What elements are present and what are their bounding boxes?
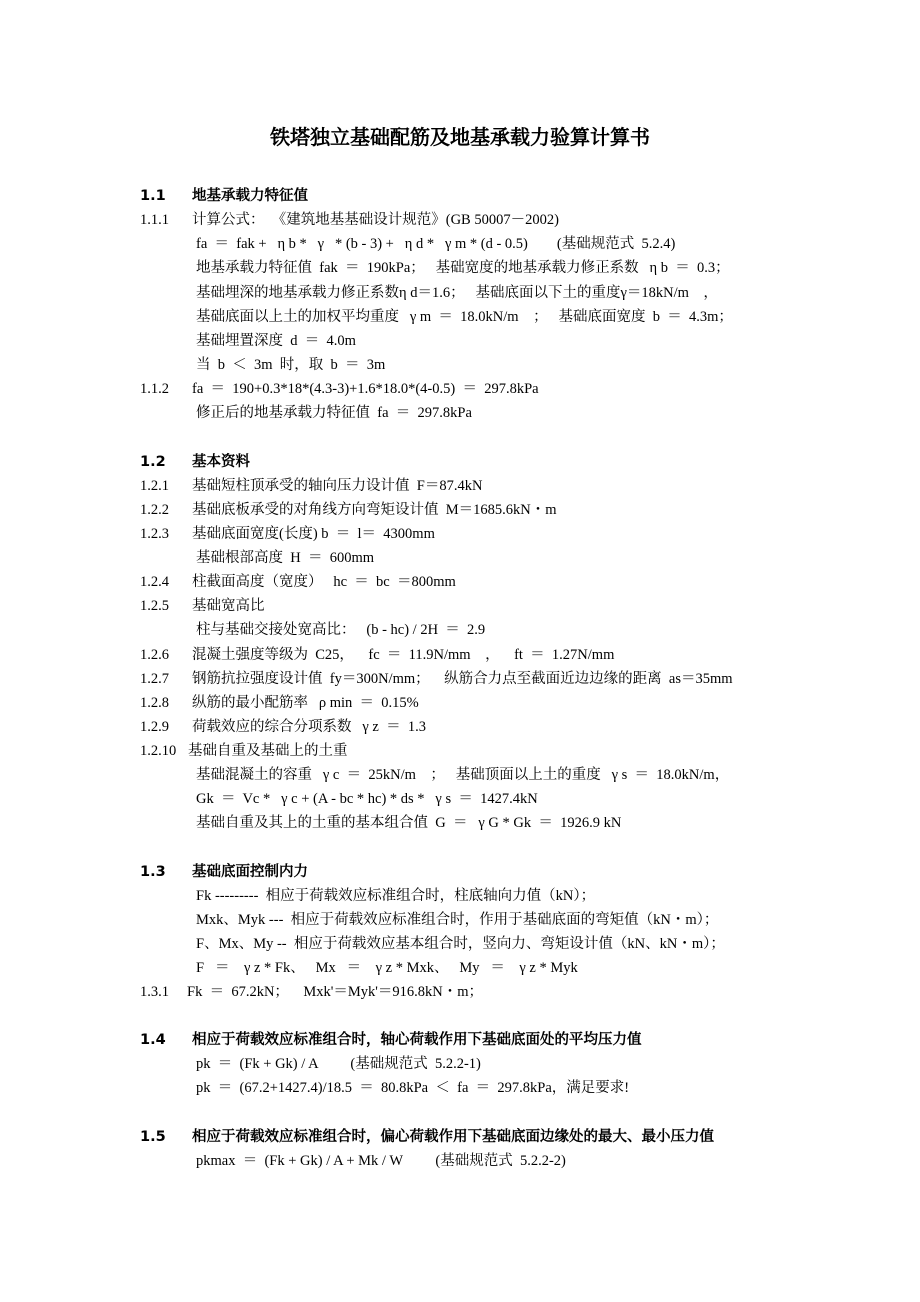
text-line: 基础自重及其上的土重的基本组合值 G ＝ γ G * Gk ＝ 1926.9 kN	[196, 815, 622, 831]
item-1-3-1: 1.3.1 Fk ＝ 67.2kN； Mxk'＝Myk'＝916.8kN・m；	[140, 984, 484, 1000]
section-heading-1-4: 1.4 相应于荷载效应标准组合时，轴心荷载作用下基础底面处的平均压力值	[140, 1032, 642, 1048]
text-line: 柱与基础交接处宽高比： (b - hc) / 2H ＝ 2.9	[196, 622, 486, 638]
item-1-2-7: 1.2.7 钢筋抗拉强度设计值 fy＝300N/mm； 纵筋合力点至截面近边边缘的距离 as＝35mm	[140, 671, 733, 687]
item-1-2-2: 1.2.2 基础底板承受的对角线方向弯矩设计值 M＝1685.6kN・m	[140, 502, 557, 518]
formula-line: pk ＝ (Fk + Gk) / A (基础规范式 5.2.2-1)	[196, 1056, 481, 1072]
section-heading-1-5: 1.5 相应于荷载效应标准组合时，偏心荷载作用下基础底面边缘处的最大、最小压力值	[140, 1129, 714, 1145]
text-line: 基础底面以上土的加权平均重度 γ m ＝ 18.0kN/m ； 基础底面宽度 b ＝ 4.3m；	[196, 309, 733, 325]
text-line: 修正后的地基承载力特征值 fa ＝ 297.8kPa	[196, 405, 472, 421]
item-1-2-1: 1.2.1 基础短柱顶承受的轴向压力设计值 F＝87.4kN	[140, 478, 483, 494]
text-line: 基础混凝土的容重 γ c ＝ 25kN/m ； 基础顶面以上土的重度 γ s ＝ 18.0kN/m，	[196, 767, 730, 783]
formula-line: fa ＝ fak + η b * γ * (b - 3) + η d * γ m * (d - 0.5) (基础规范式 5.2.4)	[196, 236, 676, 252]
section-heading-1-3: 1.3 基础底面控制内力	[140, 864, 308, 880]
text-line: 基础根部高度 H ＝ 600mm	[196, 550, 375, 566]
formula-line: F ＝ γ z * Fk、 Mx ＝ γ z * Mxk、 My ＝ γ z * Myk	[196, 960, 578, 976]
text-line: Fk --------- 相应于荷载效应标准组合时，柱底轴向力值（kN）；	[196, 888, 596, 904]
section-heading-1-1: 1.1 地基承载力特征值	[140, 188, 308, 204]
item-1-2-10: 1.2.10 基础自重及基础上的土重	[140, 743, 348, 759]
item-1-2-9: 1.2.9 荷载效应的综合分项系数 γ z ＝ 1.3	[140, 719, 426, 735]
text-line: 地基承载力特征值 fak ＝ 190kPa； 基础宽度的地基承载力修正系数 η b ＝ 0.3；	[196, 260, 730, 276]
formula-line: pkmax ＝ (Fk + Gk) / A + Mk / W (基础规范式 5.2.2-2)	[196, 1153, 566, 1169]
item-1-2-3: 1.2.3 基础底面宽度(长度) b ＝ l＝ 4300mm	[140, 526, 435, 542]
text-line: 当 b ＜ 3m 时，取 b ＝ 3m	[196, 357, 386, 373]
item-1-1-2: 1.1.2 fa ＝ 190+0.3*18*(4.3-3)+1.6*18.0*(4-0.5) ＝ 297.8kPa	[140, 381, 539, 397]
text-line: Mxk、Myk --- 相应于荷载效应标准组合时，作用于基础底面的弯矩值（kN・m）；	[196, 912, 719, 928]
item-1-2-8: 1.2.8 纵筋的最小配筋率 ρ min ＝ 0.15%	[140, 695, 419, 711]
text-line: 基础埋置深度 d ＝ 4.0m	[196, 333, 356, 349]
formula-line: Gk ＝ Vc * γ c + (A - bc * hc) * ds * γ s ＝ 1427.4kN	[196, 791, 538, 807]
text-line: F、Mx、My -- 相应于荷载效应基本组合时，竖向力、弯矩设计值（kN、kN・m）；	[196, 936, 725, 952]
item-1-2-5: 1.2.5 基础宽高比	[140, 598, 265, 614]
section-heading-1-2: 1.2 基本资料	[140, 454, 250, 470]
text-line: pk ＝ (67.2+1427.4)/18.5 ＝ 80.8kPa ＜ fa ＝ 297.8kPa，满足要求!	[196, 1080, 630, 1096]
document-title: 铁塔独立基础配筋及地基承载力验算计算书	[270, 125, 650, 149]
text-line: 基础埋深的地基承载力修正系数η d＝1.6； 基础底面以下土的重度γ＝18kN/m ，	[196, 285, 718, 301]
item-1-2-6: 1.2.6 混凝土强度等级为 C25， fc ＝ 11.9N/mm ， ft ＝ 1.27N/mm	[140, 647, 615, 663]
item-1-2-4: 1.2.4 柱截面高度（宽度） hc ＝ bc ＝800mm	[140, 574, 456, 590]
item-1-1-1: 1.1.1 计算公式： 《建筑地基基础设计规范》(GB 50007－2002)	[140, 212, 559, 228]
